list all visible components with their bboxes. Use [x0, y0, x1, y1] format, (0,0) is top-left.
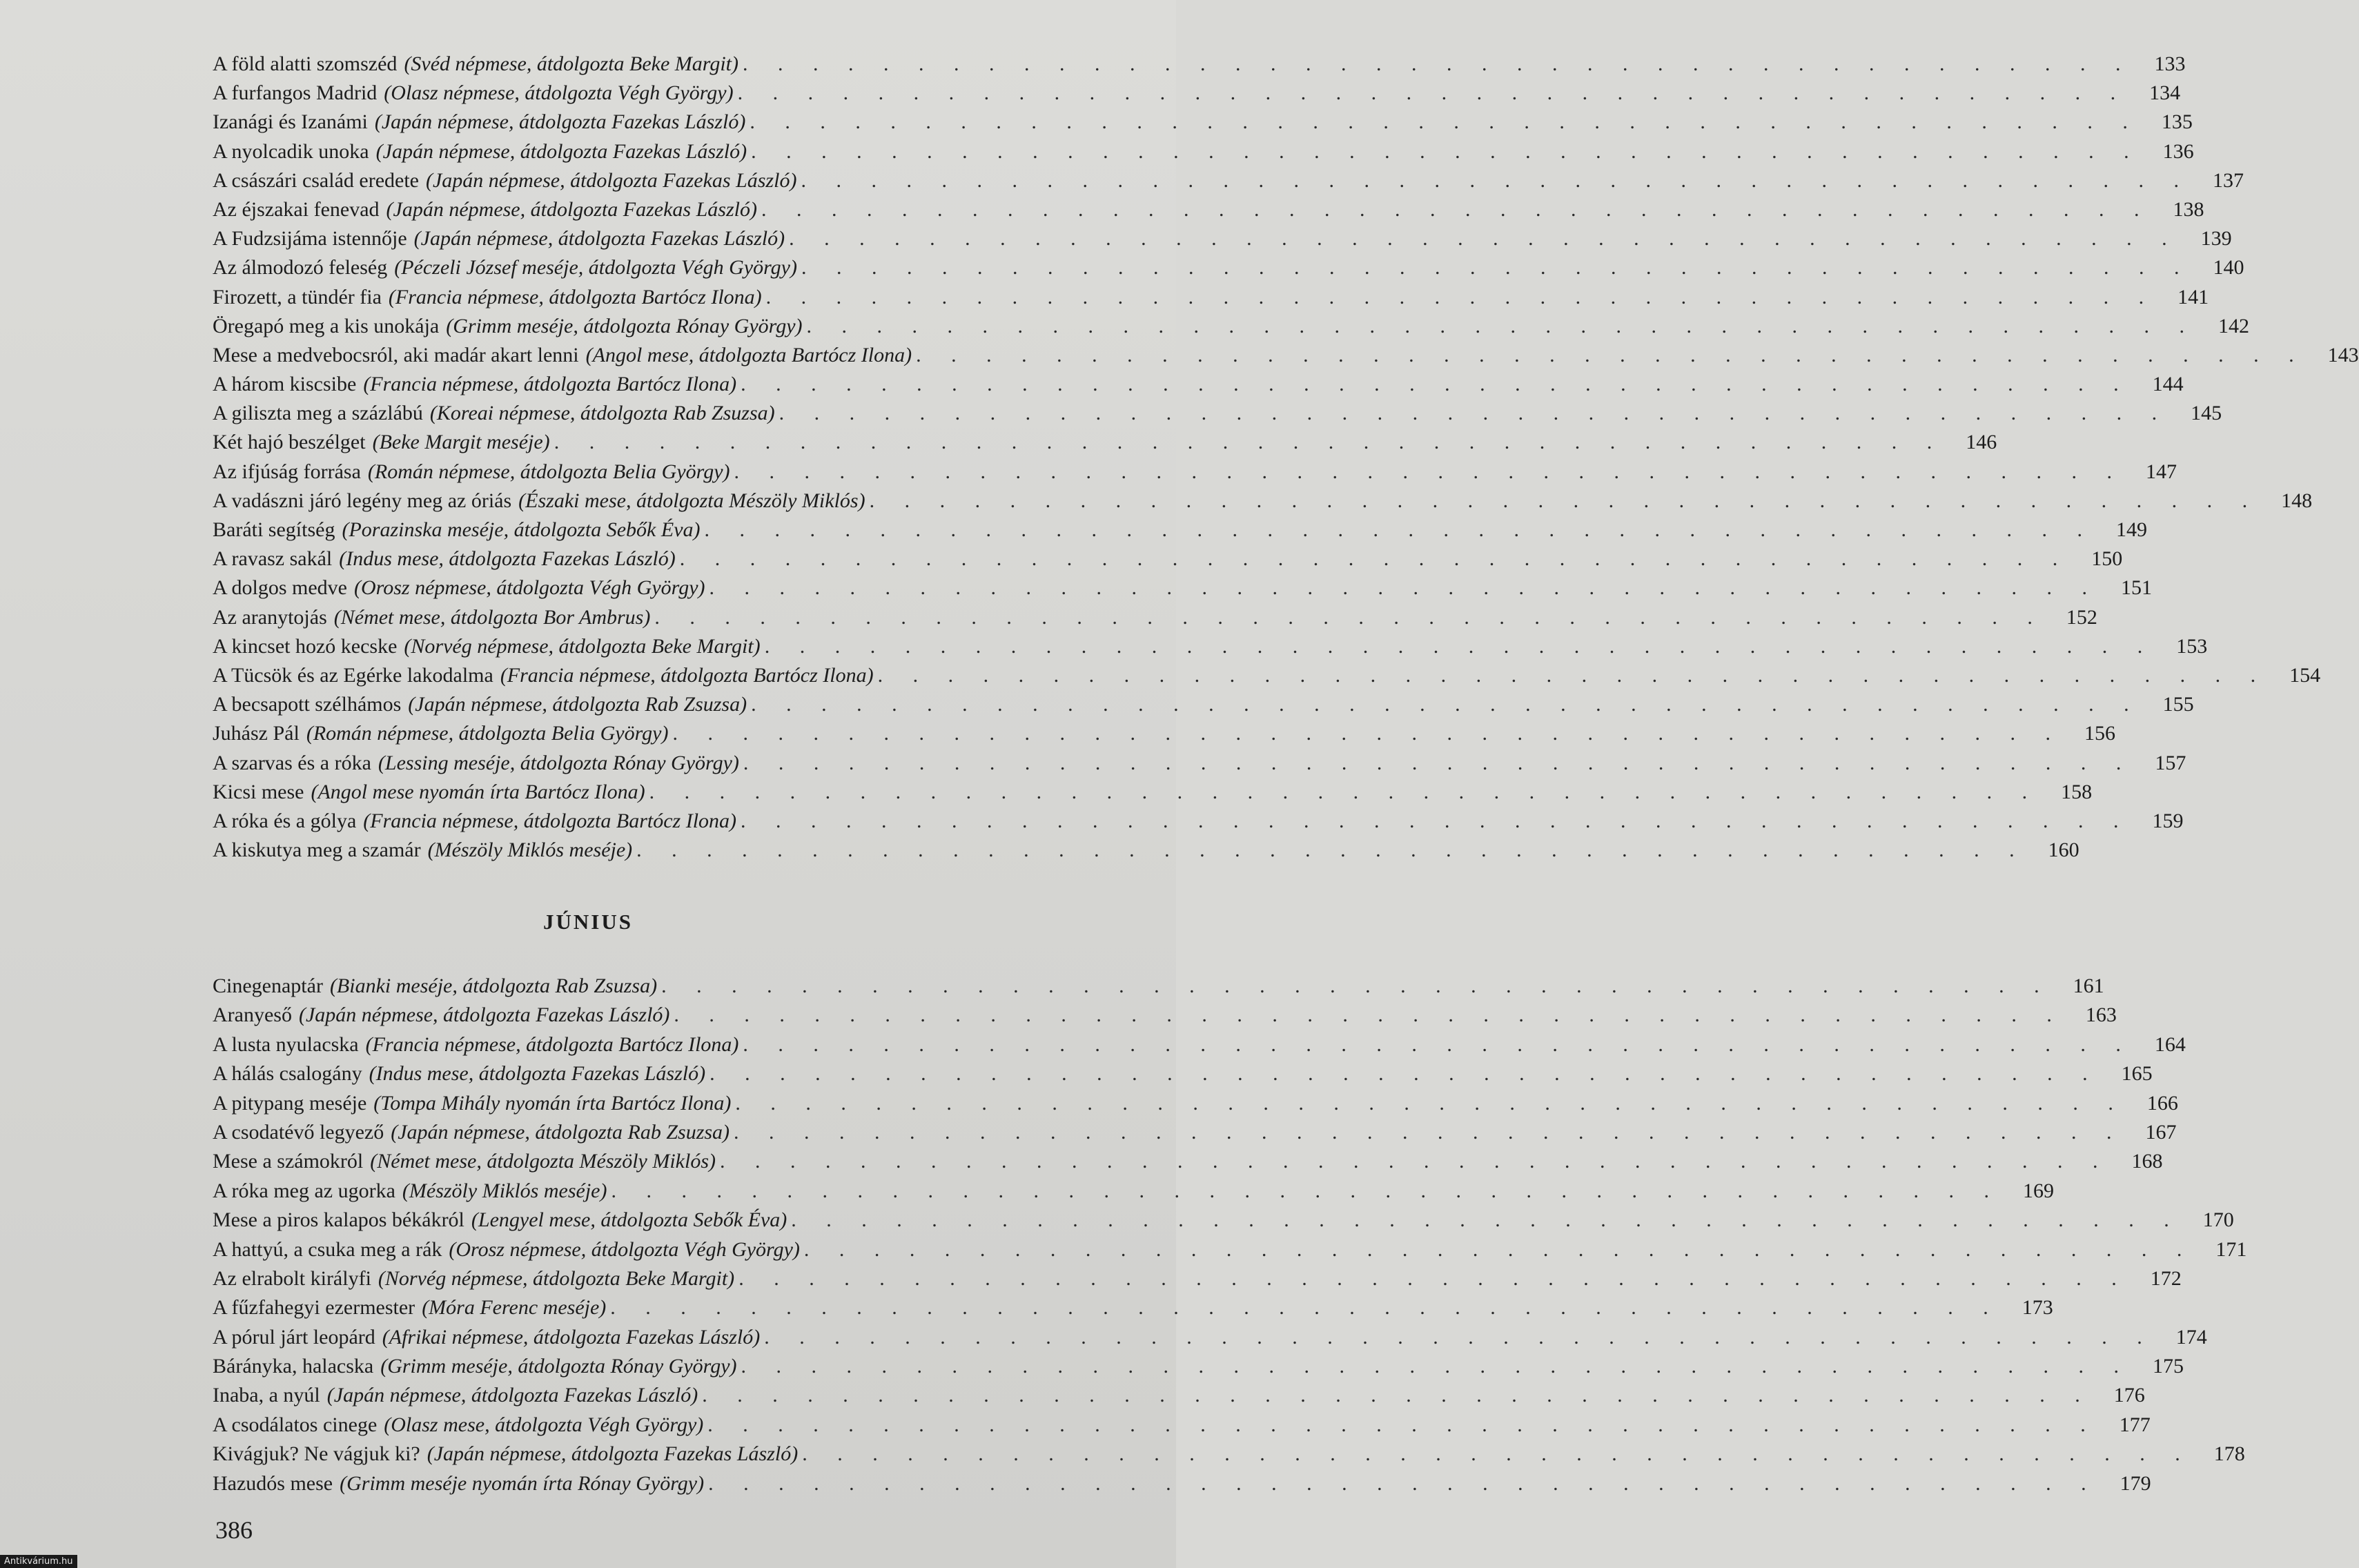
entry-page-number: 172 [2150, 1266, 2182, 1290]
dot-leader: . . . . . . . . . . . . . . . . . . . . . . . . . . . . . . . . . . . . . . . . [802, 1442, 2193, 1466]
dot-leader: . . . . . . . . . . . . . . . . . . . . . . . . . . . . . . . . . . . . . . . . [916, 343, 2307, 366]
entry-title: Bárányka, halacska [213, 1355, 374, 1378]
entry-source: (Grimm meséje, átdolgozta Rónay György) [446, 314, 803, 337]
entry-source: (Japán népmese, átdolgozta Fazekas László) [374, 110, 746, 134]
toc-entry [213, 224, 2232, 253]
entry-page-number: 135 [2161, 110, 2193, 134]
entry-source: (Japán népmese, átdolgozta Rab Zsuzsa) [391, 1120, 730, 1144]
toc-entry [213, 1147, 2163, 1176]
toc-entry [213, 574, 2153, 602]
entry-source: (Mészöly Miklós meséje) [427, 839, 633, 862]
entry-page-number: 146 [1966, 431, 1997, 454]
entry-title: Inaba, a nyúl [213, 1384, 320, 1407]
entry-page-number: 151 [2121, 576, 2153, 600]
entry-title: A giliszta meg a százlábú [213, 402, 423, 425]
dot-leader: . . . . . . . . . . . . . . . . . . . . . . . . . . . . . . . . . . . . . . . . [702, 1384, 2093, 1407]
entry-title: A föld alatti szomszéd [213, 52, 398, 75]
toc-entry [213, 283, 2209, 312]
entry-title: A furfangos Madrid [213, 81, 378, 105]
entry-page-number: 158 [2061, 780, 2093, 803]
entry-title: Aranyeső [213, 1003, 292, 1027]
toc-entry [213, 778, 2093, 807]
entry-title: A három kiscsibe [213, 373, 357, 396]
entry-title: A róka meg az ugorka [213, 1179, 395, 1202]
dot-leader: . . . . . . . . . . . . . . . . . . . . . . . . . . . . . . . . . . . . . . . . [751, 139, 2142, 163]
entry-source: (Olasz mese, átdolgozta Végh György) [384, 1413, 704, 1436]
entry-page-number: 174 [2175, 1325, 2207, 1349]
toc-entry [213, 108, 2193, 137]
entry-source: (Francia népmese, átdolgozta Bartócz Ilona) [363, 373, 737, 396]
entry-page-number: 153 [2176, 634, 2208, 658]
entry-title: A Fudzsijáma istennője [213, 227, 407, 251]
entry-page-number: 140 [2213, 256, 2244, 280]
entry-title: Juhász Pál [213, 722, 300, 745]
entry-page-number: 164 [2154, 1032, 2186, 1056]
entry-source: (Északi mese, átdolgozta Mészöly Miklós) [518, 489, 865, 512]
toc-entry [213, 195, 2204, 224]
toc-entry [213, 1118, 2177, 1147]
toc-list-june [213, 972, 2247, 1498]
dot-leader: . . . . . . . . . . . . . . . . . . . . . . . . . . . . . . . . . . . . . . . . [735, 1091, 2126, 1115]
toc-entry [213, 399, 2222, 428]
entry-page-number: 163 [2085, 1003, 2117, 1027]
entry-source: (Indus mese, átdolgozta Fazekas László) [339, 547, 676, 571]
entry-page-number: 173 [2022, 1296, 2053, 1320]
entry-page-number: 171 [2215, 1237, 2247, 1261]
entry-page-number: 150 [2091, 547, 2123, 571]
entry-page-number: 176 [2113, 1384, 2145, 1407]
entry-page-number: 144 [2152, 373, 2184, 396]
entry-page-number: 167 [2145, 1120, 2177, 1144]
toc-entry [213, 1235, 2247, 1264]
dot-leader: . . . . . . . . . . . . . . . . . . . . . . . . . . . . . . . . . . . . . . . . [801, 168, 2191, 192]
dot-leader: . . . . . . . . . . . . . . . . . . . . . . . . . . . . . . . . . . . . . . . . [654, 605, 2045, 629]
entry-source: (Japán népmese, átdolgozta Fazekas László) [375, 139, 747, 163]
entry-source: (Koreai népmese, átdolgozta Rab Zsuzsa) [429, 402, 775, 425]
toc-entry [213, 603, 2097, 632]
dot-leader: . . . . . . . . . . . . . . . . . . . . . . . . . . . . . . . . . . . . . . . . [789, 227, 2180, 251]
toc-entry [213, 719, 2115, 748]
entry-source: (Román népmese, átdolgozta Belia György) [367, 460, 730, 483]
entry-page-number: 170 [2202, 1208, 2234, 1232]
entry-source: (Angol mese, átdolgozta Bartócz Ilona) [585, 343, 912, 366]
toc-entry [213, 1089, 2178, 1118]
page-number-footer: 386 [215, 1516, 253, 1544]
entry-page-number: 136 [2162, 139, 2194, 163]
entry-title: A lusta nyulacska [213, 1032, 359, 1056]
entry-title: A kincset hozó kecske [213, 634, 398, 658]
entry-title: A pitypang meséje [213, 1091, 367, 1115]
entry-title: Mese a piros kalapos békákról [213, 1208, 464, 1232]
entry-title: A csodálatos cinege [213, 1413, 378, 1436]
toc-entry [213, 749, 2186, 778]
dot-leader: . . . . . . . . . . . . . . . . . . . . . . . . . . . . . . . . . . . . . . . . [707, 1413, 2098, 1436]
entry-source: (Afrikai népmese, átdolgozta Fazekas László) [382, 1325, 761, 1349]
entry-source: (Orosz népmese, átdolgozta Végh György) [449, 1237, 800, 1261]
entry-source: (Japán népmese, átdolgozta Fazekas László) [426, 168, 797, 192]
dot-leader: . . . . . . . . . . . . . . . . . . . . . . . . . . . . . . . . . . . . . . . . [661, 974, 2052, 997]
toc-entry [213, 370, 2184, 399]
entry-title: A Tücsök és az Egérke lakodalma [213, 663, 493, 687]
entry-page-number: 155 [2162, 693, 2194, 716]
entry-page-number: 161 [2073, 974, 2104, 997]
toc-entry [213, 50, 2186, 79]
entry-title: A császári család eredete [213, 168, 419, 192]
dot-leader: . . . . . . . . . . . . . . . . . . . . . . . . . . . . . . . . . . . . . . . . [709, 576, 2100, 600]
section-heading: JÚNIUS [543, 910, 633, 934]
toc-entry [213, 1352, 2184, 1381]
entry-page-number: 157 [2155, 751, 2186, 774]
entry-source: (Francia népmese, átdolgozta Bartócz Ilona) [500, 663, 874, 687]
toc-entry [213, 1177, 2054, 1206]
toc-entry [213, 1264, 2182, 1293]
entry-source: (Norvég népmese, átdolgozta Beke Margit) [404, 634, 761, 658]
entry-title: A nyolcadik unoka [213, 139, 369, 163]
entry-source: (Japán népmese, átdolgozta Fazekas László) [386, 197, 757, 221]
entry-page-number: 148 [2281, 489, 2313, 512]
entry-title: Két hajó beszélget [213, 431, 366, 454]
entry-page-number: 139 [2200, 227, 2232, 251]
dot-leader: . . . . . . . . . . . . . . . . . . . . . . . . . . . . . . . . . . . . . . . . [741, 1355, 2132, 1378]
entry-title: Mese a medvebocsról, aki madár akart lenni [213, 343, 579, 366]
dot-leader: . . . . . . . . . . . . . . . . . . . . . . . . . . . . . . . . . . . . . . . . [761, 197, 2152, 221]
entry-source: (Mészöly Miklós meséje) [402, 1179, 607, 1202]
dot-leader: . . . . . . . . . . . . . . . . . . . . . . . . . . . . . . . . . . . . . . . . [765, 285, 2157, 308]
toc-entry [213, 632, 2208, 661]
dot-leader: . . . . . . . . . . . . . . . . . . . . . . . . . . . . . . . . . . . . . . . . [611, 1179, 2001, 1202]
dot-leader: . . . . . . . . . . . . . . . . . . . . . . . . . . . . . . . . . . . . . . . . [610, 1296, 2001, 1320]
entry-title: Öregapó meg a kis unokája [213, 314, 440, 337]
entry-source: (Német mese, átdolgozta Bor Ambrus) [333, 605, 651, 629]
dot-leader: . . . . . . . . . . . . . . . . . . . . . . . . . . . . . . . . . . . . . . . . [764, 1325, 2155, 1349]
entry-source: (Francia népmese, átdolgozta Bartócz Ilona) [363, 809, 737, 832]
dot-leader: . . . . . . . . . . . . . . . . . . . . . . . . . . . . . . . . . . . . . . . . [764, 634, 2155, 658]
entry-page-number: 145 [2191, 402, 2222, 425]
entry-page-number: 141 [2177, 285, 2209, 308]
entry-page-number: 156 [2084, 722, 2115, 745]
toc-entry [213, 487, 2313, 516]
entry-title: A vadászni járó legény meg az óriás [213, 489, 512, 512]
dot-leader: . . . . . . . . . . . . . . . . . . . . . . . . . . . . . . . . . . . . . . . . [737, 81, 2128, 105]
toc-entry [213, 836, 2079, 865]
entry-source: (Francia népmese, átdolgozta Bartócz Ilona) [388, 285, 762, 308]
entry-title: Az aranytojás [213, 605, 327, 629]
toc-entry [213, 341, 2359, 370]
dot-leader: . . . . . . . . . . . . . . . . . . . . . . . . . . . . . . . . . . . . . . . . [743, 751, 2134, 774]
dot-leader: . . . . . . . . . . . . . . . . . . . . . . . . . . . . . . . . . . . . . . . . [734, 460, 2125, 483]
entry-title: Az álmodozó feleség [213, 256, 388, 280]
entry-page-number: 133 [2154, 52, 2186, 75]
entry-title: A róka és a gólya [213, 809, 357, 832]
toc-entry [213, 1469, 2151, 1498]
entry-source: (Norvég népmese, átdolgozta Beke Margit) [378, 1266, 735, 1290]
entry-source: (Japán népmese, átdolgozta Rab Zsuzsa) [408, 693, 747, 716]
toc-entry [213, 1381, 2145, 1410]
watermark: Antikvárium.hu [0, 1555, 77, 1568]
toc-entry [213, 1206, 2234, 1235]
entry-title: Izanági és Izanámi [213, 110, 368, 134]
dot-leader: . . . . . . . . . . . . . . . . . . . . . . . . . . . . . . . . . . . . . . . . [750, 110, 2140, 134]
entry-source: (Francia népmese, átdolgozta Bartócz Ilona) [365, 1032, 739, 1056]
entry-page-number: 147 [2146, 460, 2177, 483]
toc-entry [213, 1411, 2151, 1440]
entry-title: Hazudós mese [213, 1471, 333, 1495]
entry-source: (Porazinska meséje, átdolgozta Sebők Éva) [342, 518, 701, 541]
toc-entry [213, 312, 2250, 341]
entry-title: A hálás csalogány [213, 1062, 362, 1086]
entry-title: Az elrabolt királyfi [213, 1266, 371, 1290]
toc-entry [213, 1059, 2153, 1088]
entry-source: (Orosz népmese, átdolgozta Végh György) [354, 576, 705, 600]
entry-page-number: 152 [2066, 605, 2097, 629]
entry-source: (Bianki meséje, átdolgozta Rab Zsuzsa) [329, 974, 658, 997]
entry-source: (Péczeli József meséje, átdolgozta Végh György) [394, 256, 797, 280]
entry-title: Firozett, a tündér fia [213, 285, 382, 308]
dot-leader: . . . . . . . . . . . . . . . . . . . . . . . . . . . . . . . . . . . . . . . . [636, 839, 2027, 862]
entry-page-number: 168 [2131, 1150, 2163, 1173]
dot-leader: . . . . . . . . . . . . . . . . . . . . . . . . . . . . . . . . . . . . . . . . [708, 1471, 2099, 1495]
dot-leader: . . . . . . . . . . . . . . . . . . . . . . . . . . . . . . . . . . . . . . . . [803, 1237, 2195, 1261]
entry-source: (Román népmese, átdolgozta Belia György) [306, 722, 669, 745]
entry-page-number: 178 [2213, 1442, 2245, 1466]
entry-title: Cinegenaptár [213, 974, 323, 997]
entry-source: (Grimm meséje, átdolgozta Rónay György) [380, 1355, 737, 1378]
dot-leader: . . . . . . . . . . . . . . . . . . . . . . . . . . . . . . . . . . . . . . . . [743, 1032, 2133, 1056]
toc-entry [213, 972, 2104, 1001]
entry-page-number: 149 [2116, 518, 2148, 541]
dot-leader: . . . . . . . . . . . . . . . . . . . . . . . . . . . . . . . . . . . . . . . . [877, 663, 2269, 687]
dot-leader: . . . . . . . . . . . . . . . . . . . . . . . . . . . . . . . . . . . . . . . . [679, 547, 2071, 571]
dot-leader: . . . . . . . . . . . . . . . . . . . . . . . . . . . . . . . . . . . . . . . . [741, 373, 2131, 396]
toc-entry [213, 1323, 2207, 1352]
entry-title: A hattyú, a csuka meg a rák [213, 1237, 442, 1261]
toc-entry [213, 516, 2148, 545]
dot-leader: . . . . . . . . . . . . . . . . . . . . . . . . . . . . . . . . . . . . . . . . [741, 809, 2131, 832]
entry-page-number: 137 [2212, 168, 2244, 192]
entry-title: A csodatévő legyező [213, 1120, 384, 1144]
entry-title: Mese a számokról [213, 1150, 364, 1173]
toc-entry [213, 458, 2177, 487]
entry-source: (Beke Margit meséje) [372, 431, 550, 454]
toc-entry [213, 661, 2321, 690]
entry-page-number: 166 [2146, 1091, 2178, 1115]
entry-title: A szarvas és a róka [213, 751, 371, 774]
toc-entry [213, 545, 2123, 574]
toc-entry [213, 166, 2244, 195]
entry-page-number: 159 [2152, 809, 2184, 832]
entry-title: Kicsi mese [213, 780, 304, 803]
entry-title: Az ifjúság forrása [213, 460, 361, 483]
toc-entry [213, 1440, 2245, 1469]
entry-page-number: 154 [2289, 663, 2321, 687]
entry-title: A dolgos medve [213, 576, 347, 600]
toc-entry [213, 807, 2184, 836]
entry-source: (Japán népmese, átdolgozta Fazekas László) [413, 227, 785, 251]
dot-leader: . . . . . . . . . . . . . . . . . . . . . . . . . . . . . . . . . . . . . . . . [791, 1208, 2182, 1232]
entry-source: (Angol mese nyomán írta Bartócz Ilona) [311, 780, 645, 803]
entry-source: (Móra Ferenc meséje) [422, 1296, 607, 1320]
dot-leader: . . . . . . . . . . . . . . . . . . . . . . . . . . . . . . . . . . . . . . . . [743, 52, 2133, 75]
entry-source: (Japán népmese, átdolgozta Fazekas László) [427, 1442, 799, 1466]
dot-leader: . . . . . . . . . . . . . . . . . . . . . . . . . . . . . . . . . . . . . . . . [738, 1266, 2129, 1290]
entry-source: (Lengyel mese, átdolgozta Sebők Éva) [471, 1208, 787, 1232]
toc-entry [213, 1030, 2186, 1059]
entry-source: (Lessing meséje, átdolgozta Rónay György) [378, 751, 739, 774]
toc-entry [213, 1293, 2053, 1322]
entry-page-number: 160 [2048, 839, 2079, 862]
toc-entry [213, 1001, 2117, 1030]
entry-page-number: 165 [2121, 1062, 2153, 1086]
entry-page-number: 179 [2120, 1471, 2151, 1495]
entry-title: A becsapott szélhámos [213, 693, 402, 716]
entry-source: (Tompa Mihály nyomán írta Bartócz Ilona) [373, 1091, 732, 1115]
entry-source: (Grimm meséje nyomán írta Rónay György) [340, 1471, 705, 1495]
entry-page-number: 177 [2119, 1413, 2151, 1436]
toc-entry [213, 690, 2194, 719]
entry-title: Baráti segítség [213, 518, 335, 541]
dot-leader: . . . . . . . . . . . . . . . . . . . . . . . . . . . . . . . . . . . . . . . . [554, 431, 1945, 454]
entry-source: (Német mese, átdolgozta Mészöly Miklós) [370, 1150, 716, 1173]
dot-leader: . . . . . . . . . . . . . . . . . . . . . . . . . . . . . . . . . . . . . . . . [649, 780, 2040, 803]
entry-page-number: 138 [2173, 197, 2204, 221]
entry-page-number: 134 [2149, 81, 2181, 105]
dot-leader: . . . . . . . . . . . . . . . . . . . . . . . . . . . . . . . . . . . . . . . . [672, 722, 2063, 745]
dot-leader: . . . . . . . . . . . . . . . . . . . . . . . . . . . . . . . . . . . . . . . . [734, 1120, 2124, 1144]
entry-title: A pórul járt leopárd [213, 1325, 375, 1349]
dot-leader: . . . . . . . . . . . . . . . . . . . . . . . . . . . . . . . . . . . . . . . . [869, 489, 2260, 512]
toc-entry [213, 79, 2181, 108]
dot-leader: . . . . . . . . . . . . . . . . . . . . . . . . . . . . . . . . . . . . . . . . [674, 1003, 2064, 1027]
toc-entry [213, 137, 2194, 166]
entry-page-number: 175 [2153, 1355, 2184, 1378]
entry-title: A fűzfahegyi ezermester [213, 1296, 415, 1320]
entry-page-number: 142 [2218, 314, 2250, 337]
dot-leader: . . . . . . . . . . . . . . . . . . . . . . . . . . . . . . . . . . . . . . . . [806, 314, 2198, 337]
entry-page-number: 169 [2022, 1179, 2054, 1202]
dot-leader: . . . . . . . . . . . . . . . . . . . . . . . . . . . . . . . . . . . . . . . . [801, 256, 2192, 280]
dot-leader: . . . . . . . . . . . . . . . . . . . . . . . . . . . . . . . . . . . . . . . . [720, 1150, 2111, 1173]
dot-leader: . . . . . . . . . . . . . . . . . . . . . . . . . . . . . . . . . . . . . . . . [709, 1062, 2100, 1086]
entry-source: (Svéd népmese, átdolgozta Beke Margit) [404, 52, 739, 75]
entry-source: (Olasz népmese, átdolgozta Végh György) [384, 81, 734, 105]
entry-title: Kivágjuk? Ne vágjuk ki? [213, 1442, 420, 1466]
entry-title: Az éjszakai fenevad [213, 197, 380, 221]
entry-page-number: 143 [2327, 343, 2359, 366]
entry-title: A ravasz sakál [213, 547, 333, 571]
toc-entry [213, 428, 1997, 457]
toc-list-may [213, 50, 2359, 865]
dot-leader: . . . . . . . . . . . . . . . . . . . . . . . . . . . . . . . . . . . . . . . . [704, 518, 2095, 541]
entry-source: (Indus mese, átdolgozta Fazekas László) [369, 1062, 706, 1086]
entry-source: (Japán népmese, átdolgozta Fazekas László) [298, 1003, 670, 1027]
dot-leader: . . . . . . . . . . . . . . . . . . . . . . . . . . . . . . . . . . . . . . . . [751, 693, 2142, 716]
toc-entry [213, 253, 2244, 282]
entry-title: A kiskutya meg a szamár [213, 839, 421, 862]
dot-leader: . . . . . . . . . . . . . . . . . . . . . . . . . . . . . . . . . . . . . . . . [779, 402, 2170, 425]
entry-source: (Japán népmese, átdolgozta Fazekas László) [326, 1384, 698, 1407]
